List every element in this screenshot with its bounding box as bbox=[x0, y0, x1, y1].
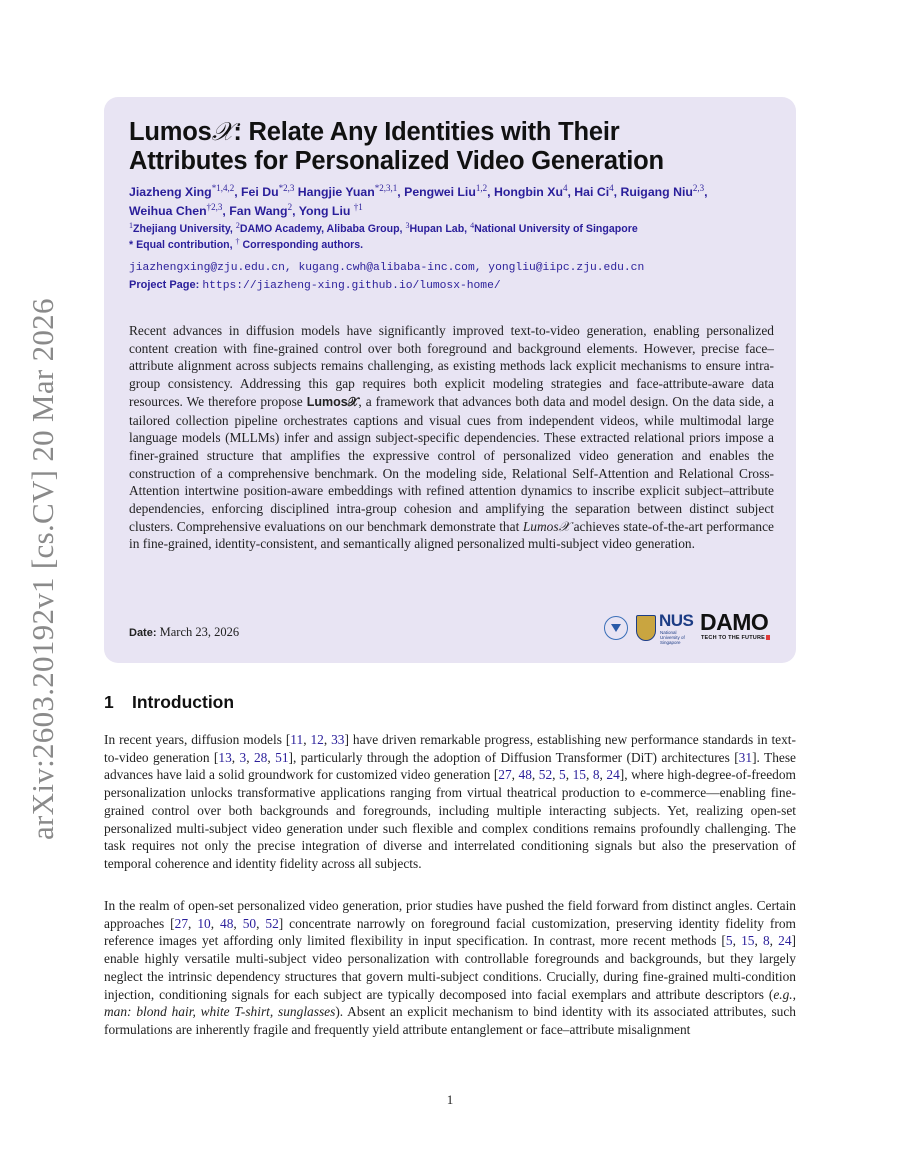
corresponding-note: Corresponding authors. bbox=[239, 239, 364, 251]
body-text: ] have driven remarkable progress, establishing new performance standards in text-to-video generation [ bbox=[104, 732, 796, 765]
paper-title bbox=[129, 118, 779, 176]
nus-logo-subtext: National University of Singapore bbox=[660, 630, 685, 645]
affiliation-number: 1 bbox=[129, 221, 133, 230]
abstract-text-1: Recent advances in diffusion models have significantly improved text-to-video generation, enabling personalized content creation with fine-grained control over both foreground and background elements. However, precise face–attribute alignment across subjects remains challenging, as existing methods lack explicit mechanisms to ensure intra-group consistency. Addressing this gap requires both explicit modeling strategies and face-attribute-aware data resources. We therefore propose bbox=[129, 323, 774, 409]
citation-link[interactable]: 13 bbox=[218, 749, 232, 765]
citation-link[interactable]: 51 bbox=[275, 749, 289, 765]
date-value: March 23, 2026 bbox=[159, 625, 240, 639]
citation-link[interactable]: 11 bbox=[290, 732, 304, 747]
author-affiliation-marks: 1,2 bbox=[475, 183, 488, 193]
citation-link[interactable]: 3 bbox=[239, 749, 247, 765]
section-title: Introduction bbox=[132, 692, 235, 712]
affiliation-number: 3 bbox=[405, 221, 410, 230]
body-text: , bbox=[303, 732, 311, 747]
nus-crest-icon bbox=[636, 615, 656, 641]
affiliation-list bbox=[129, 221, 779, 237]
equal-contribution-note: * Equal contribution, bbox=[129, 239, 236, 251]
body-text: , bbox=[233, 915, 243, 931]
citation-link[interactable]: 52 bbox=[538, 767, 553, 783]
citation-link[interactable]: 33 bbox=[331, 732, 345, 747]
citation-link[interactable]: 27 bbox=[498, 767, 512, 783]
body-text: ]. These advances have laid a solid groundwork for customized video generation [ bbox=[104, 749, 796, 783]
author-affiliation-marks: †1 bbox=[353, 202, 363, 212]
damo-logo-tagline bbox=[701, 635, 770, 641]
citation-link[interactable]: 8 bbox=[762, 933, 770, 949]
body-text: , bbox=[188, 915, 198, 931]
affiliation-number: 2 bbox=[235, 221, 240, 230]
damo-red-mark-icon bbox=[766, 635, 770, 640]
affiliation-name: National University of Singapore bbox=[474, 223, 638, 235]
title-line-1: : Relate Any Identities with Their bbox=[233, 118, 620, 146]
abstract-brand-italic: Lumos𝒳 bbox=[522, 518, 571, 534]
body-text: , bbox=[754, 933, 763, 949]
date-label: Date: bbox=[129, 627, 157, 639]
author-affiliation-marks: *2,3,1 bbox=[374, 183, 398, 193]
title-brand-symbol: 𝒳 bbox=[211, 117, 234, 147]
author-affiliation-marks: *2,3 bbox=[278, 183, 295, 193]
body-text: ], where high-degree-of-freedom personalization unlocks transformative applications ranging from virtual theatrical production to e-commerce—enabling fine-grained control over both backgrounds and foregrounds, including multiple interacting subjects. Yet, realizing open-set personalized multi-subject video generation under such flexible and complex conditions remains profoundly challenging. The task requires not only the precise integration of diverse and interrelated conditioning signals but also the preservation of temporal coherence and identity fidelity across all subjects. bbox=[104, 767, 796, 871]
section-number: 1 bbox=[104, 692, 114, 712]
citation-link[interactable]: 48 bbox=[220, 915, 234, 931]
body-text: ] enable highly versatile multi-subject video personalization with controllable foregrounds and backgrounds, but they largely neglect the intrinsic dependency structures that govern multi-subject conditions. Crucially, during fine-grained multi-condition injection, conditioning signals for each subject are typically decomposed into facial exemplars and attribute descriptors ( bbox=[104, 933, 796, 1002]
affiliations bbox=[129, 221, 779, 253]
body-text: , bbox=[267, 749, 276, 765]
author-affiliation-marks: *1,4,2 bbox=[211, 183, 235, 193]
damo-tagline-text: TECH TO THE FUTURE bbox=[701, 635, 765, 641]
body-text: , bbox=[323, 732, 332, 747]
abstract-text-3: achieves state-of-the-art performance in fine-grained, identity-consistent, and semantically aligned personalized multi-subject video generation. bbox=[129, 518, 774, 552]
author-name: Hongbin Xu bbox=[493, 185, 563, 199]
author-name: Fan Wang bbox=[229, 204, 288, 218]
abstract-brand: Lumos𝒳 bbox=[306, 394, 359, 409]
dagger-mark: † bbox=[235, 237, 240, 246]
intro-paragraph-2 bbox=[104, 897, 796, 1039]
affiliation-name: Zhejiang University, bbox=[133, 223, 236, 235]
project-page bbox=[129, 276, 779, 295]
author-name: Weihua Chen bbox=[129, 204, 207, 218]
author-name: Fei Du bbox=[241, 185, 279, 199]
author-name: Hai Ci bbox=[574, 185, 610, 199]
body-text: ). Absent an explicit mechanism to bind identity with its associated attributes, such formulations are inherently fragile and frequently yield attribute entanglement or face–attribute misalignment bbox=[104, 1004, 796, 1037]
body-text: , bbox=[769, 933, 779, 949]
section-heading-introduction bbox=[104, 692, 234, 713]
citation-link[interactable]: 50 bbox=[242, 915, 257, 931]
author-name: Yong Liu bbox=[298, 204, 354, 218]
citation-link[interactable]: 15 bbox=[741, 933, 755, 949]
author-list: Jiazheng Xing$^{*1,4,2}$, Fei Du$^{*2,3}$ Hangjie Yuan$^{*2,3,1}$, Pengwei Liu$^{1,2}$, Hongbin Xu$^4$, Hai Ci$^4$, Ruigang Niu$^{2,3}$, Weihua Chen$^{\dagger 2,3}$, Fan Wang$^2$, Yong Liu $^{\dagger 1}$ bbox=[129, 183, 708, 218]
citation-link[interactable]: 31 bbox=[738, 749, 753, 765]
citation-link[interactable]: 24 bbox=[606, 767, 620, 783]
citation-link[interactable]: 5 bbox=[559, 767, 566, 783]
citation-link[interactable]: 48 bbox=[518, 767, 532, 783]
author-affiliation-marks: 4 bbox=[562, 183, 568, 193]
title-brand: Lumos bbox=[129, 118, 212, 146]
body-text: ], particularly through the adoption of Diffusion Transformer (DiT) architectures [ bbox=[288, 749, 739, 765]
intro-paragraph-1 bbox=[104, 731, 796, 873]
citation-link[interactable]: 28 bbox=[253, 749, 268, 765]
nus-logo-text: NUS bbox=[659, 611, 694, 630]
abstract bbox=[129, 322, 774, 553]
body-text: , bbox=[210, 915, 221, 931]
author-affiliation-marks: †2,3 bbox=[206, 202, 223, 212]
citation-link[interactable]: 52 bbox=[265, 915, 279, 931]
institution-logos bbox=[604, 609, 779, 646]
body-text: , bbox=[256, 915, 266, 931]
affiliation-number: 4 bbox=[470, 221, 475, 230]
body-text: , bbox=[531, 767, 539, 783]
project-page-link[interactable]: https://jiazheng-xing.github.io/lumosx-home/ bbox=[202, 280, 501, 292]
author-emails[interactable]: jiazhengxing@zju.edu.cn, kugang.cwh@alibaba-inc.com, yongliu@iipc.zju.edu.cn bbox=[129, 262, 645, 274]
example-text: e.g., man: blond hair, white T-shirt, sunglasses bbox=[104, 986, 796, 1020]
abstract-text-2: , a framework that advances both data and model design. On the data side, a tailored collection pipeline orchestrates captions and visual cues from independent videos, while multimodal large language models (MLLMs) infer and assign subject-specific dependencies. These extracted relational priors impose a finer-grained structure that amplifies the expressive control of personalized video generation and enables the construction of a comprehensive benchmark. On the modeling side, Relational Self-Attention and Relational Cross-Attention intertwine position-aware embeddings with refined attention dynamics to inscribe explicit subject–attribute dependencies, enforcing disciplined intra-group cohesion and amplifying the separation between distinct subject clusters. Comprehensive evaluations on our benchmark demonstrate that bbox=[129, 393, 774, 534]
project-page-label: Project Page: bbox=[129, 279, 203, 291]
body-text: In the realm of open-set personalized video generation, prior studies have pushed the field forward from distinct angles. Certain approaches [ bbox=[104, 898, 796, 931]
arxiv-identifier-stamp: arXiv:2603.20192v1 [cs.CV] 20 Mar 2026 bbox=[25, 298, 60, 840]
author-affiliation-marks: 4 bbox=[609, 183, 614, 193]
body-text: , bbox=[511, 767, 519, 783]
citation-link[interactable]: 27 bbox=[174, 915, 189, 931]
body-text: ] concentrate narrowly on foreground facial customization, preserving identity fidelity from reference images yet affording only limited flexibility in input specification. In contrast, more recent methods [ bbox=[104, 915, 796, 949]
date-line bbox=[129, 625, 239, 640]
body-text: , bbox=[732, 933, 742, 949]
page-number: 1 bbox=[446, 1092, 454, 1107]
zju-logo-icon bbox=[604, 616, 628, 640]
citation-link[interactable]: 24 bbox=[778, 933, 792, 949]
author-name: Pengwei Liu bbox=[404, 185, 476, 199]
citation-link[interactable]: 15 bbox=[572, 767, 586, 783]
citation-link[interactable]: 10 bbox=[197, 915, 211, 931]
body-text: , bbox=[585, 767, 593, 783]
body-text: , bbox=[231, 749, 240, 765]
title-line-2: Attributes for Personalized Video Generation bbox=[129, 147, 664, 175]
affiliation-name: Hupan Lab, bbox=[409, 223, 471, 235]
contribution-notes bbox=[129, 237, 779, 253]
author-affiliation-marks: 2,3 bbox=[692, 183, 705, 193]
body-text: , bbox=[246, 749, 254, 765]
author-name: Jiazheng Xing bbox=[129, 185, 212, 199]
citation-link[interactable]: 5 bbox=[725, 933, 733, 949]
body-text: In recent years, diffusion models [ bbox=[104, 732, 291, 747]
body-text: , bbox=[599, 767, 607, 783]
author-name: Hangjie Yuan bbox=[297, 185, 375, 199]
author-name: Ruigang Niu bbox=[620, 185, 693, 199]
author-affiliation-marks: 2 bbox=[287, 202, 293, 212]
damo-logo-text: DAMO bbox=[700, 609, 769, 635]
body-text: , bbox=[552, 767, 560, 783]
affiliation-name: DAMO Academy, Alibaba Group, bbox=[239, 223, 406, 235]
body-text: , bbox=[565, 767, 573, 783]
citation-link[interactable]: 12 bbox=[310, 732, 324, 747]
citation-link[interactable]: 8 bbox=[592, 767, 600, 783]
